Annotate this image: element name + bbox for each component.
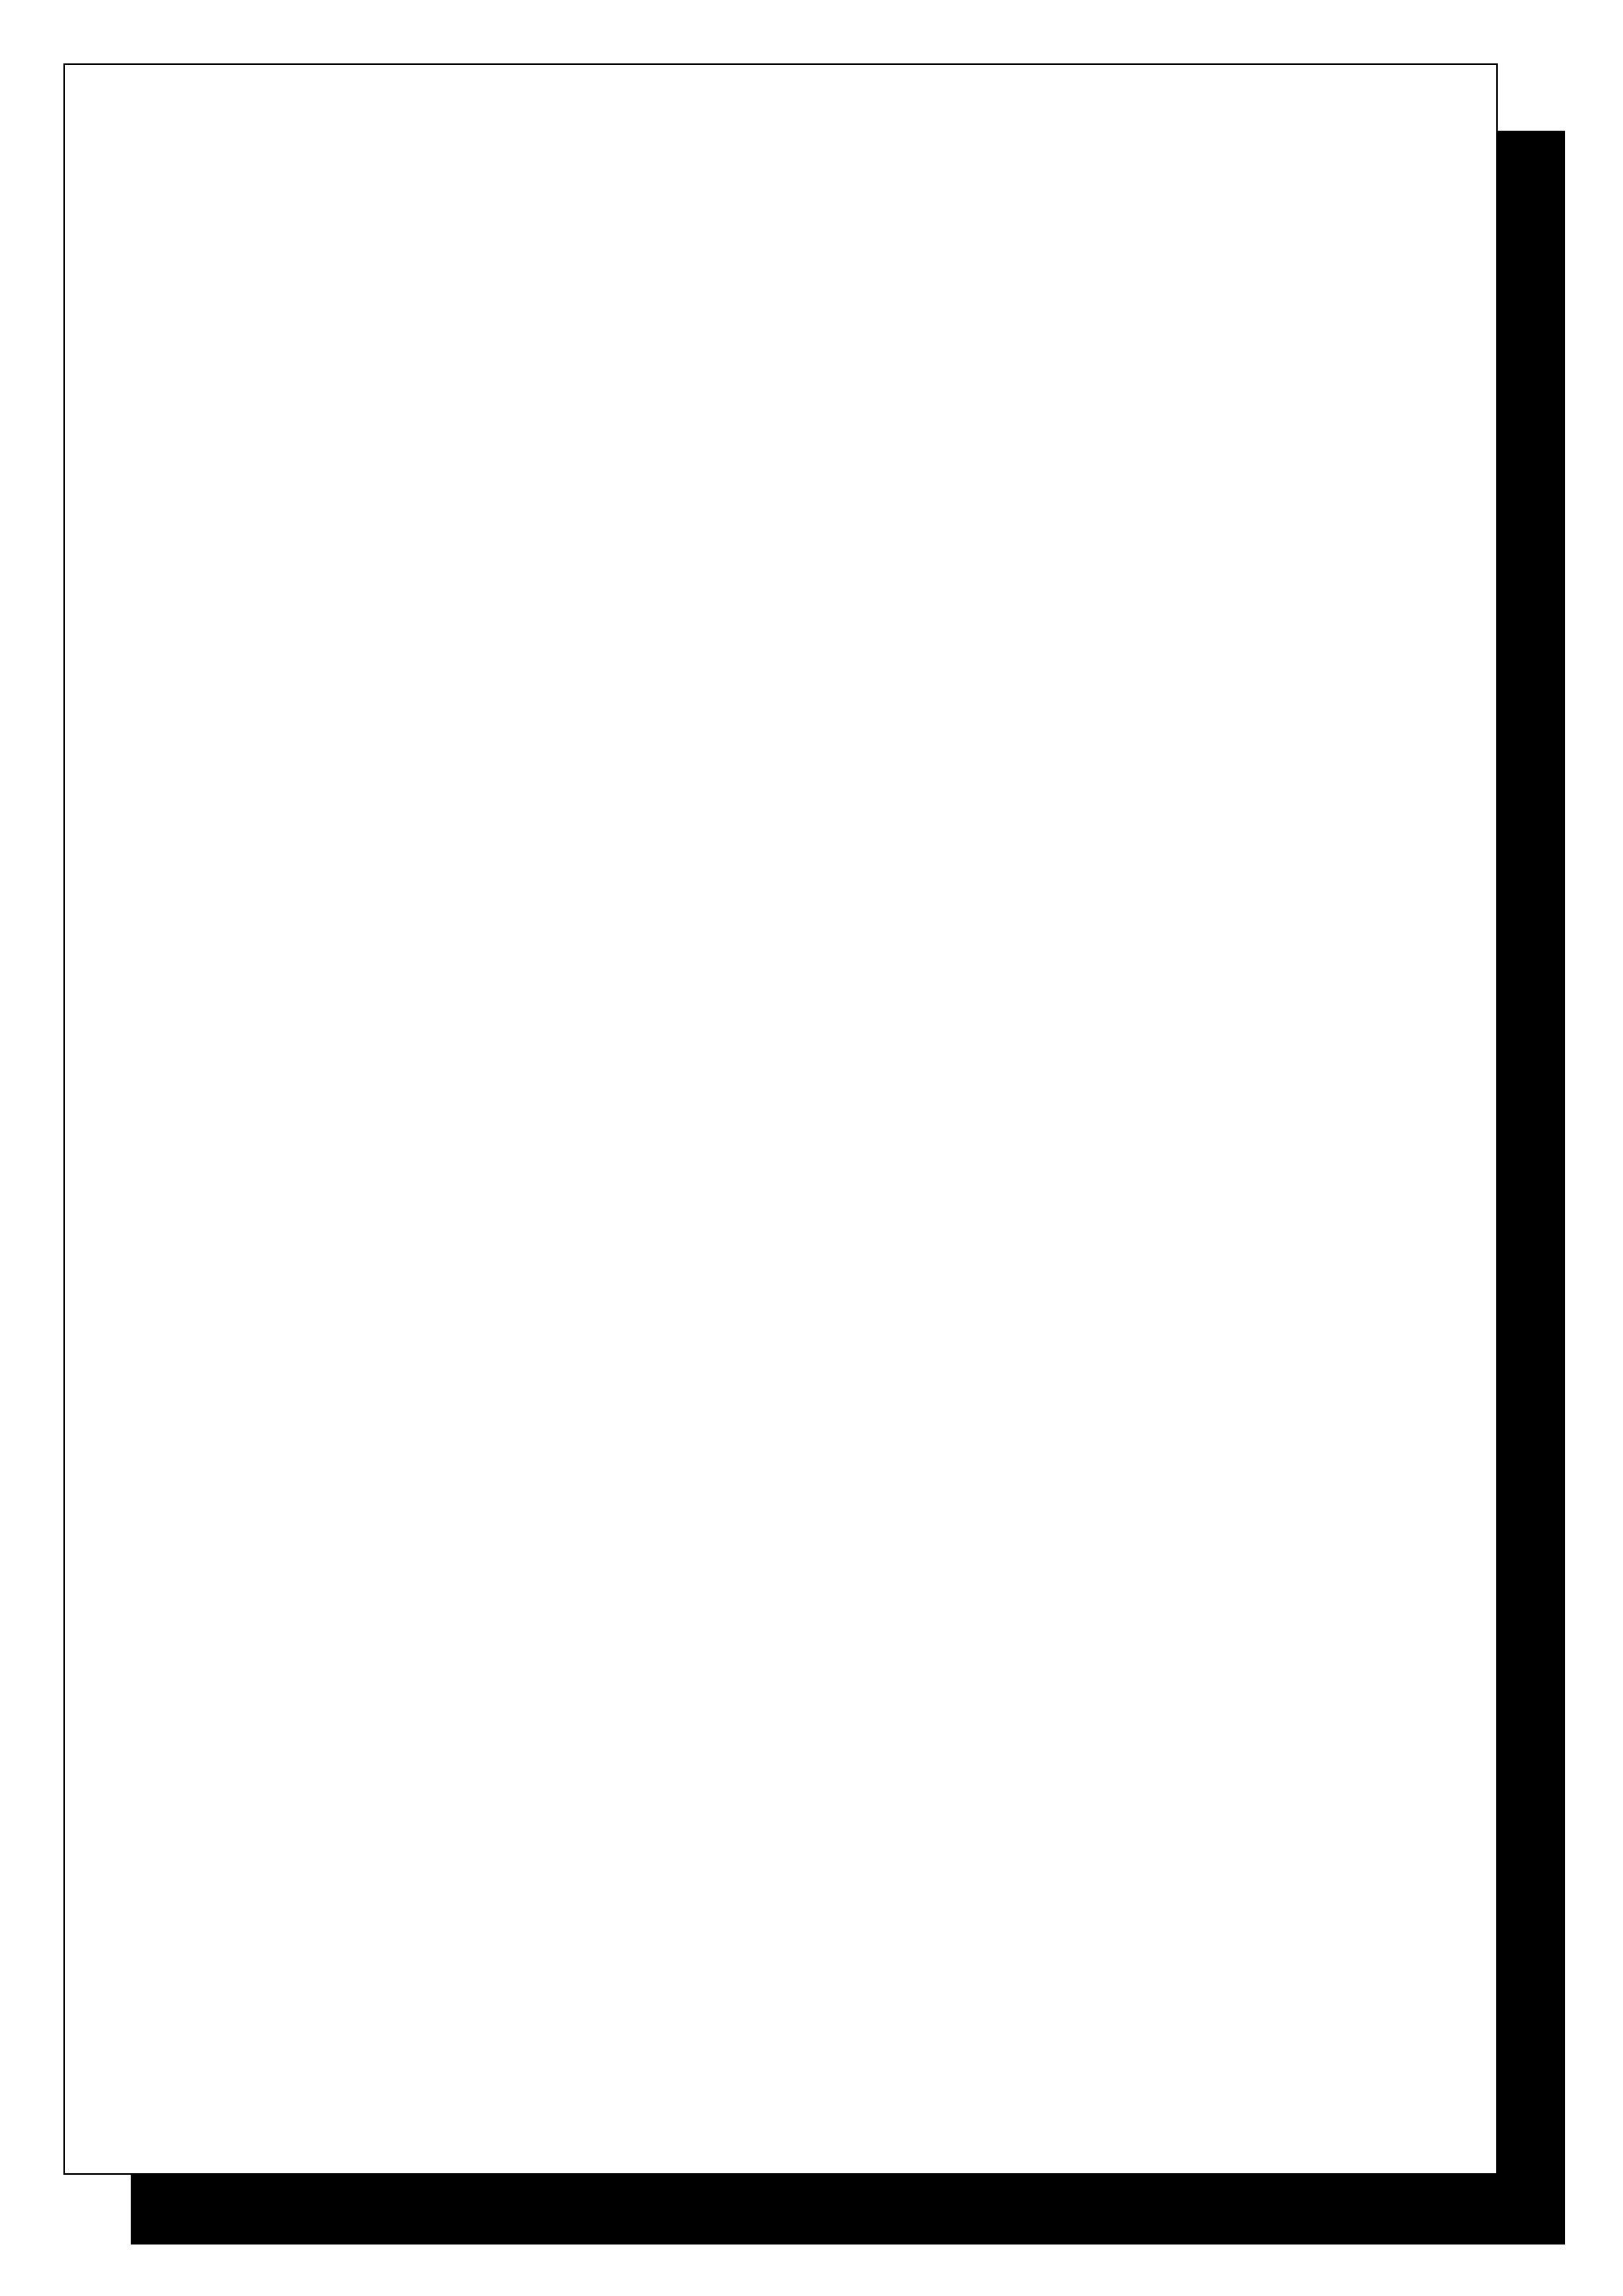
page-shadow-bottom — [131, 2175, 1565, 2245]
document-page — [63, 63, 1498, 2175]
page-shadow-right — [1498, 131, 1565, 2245]
